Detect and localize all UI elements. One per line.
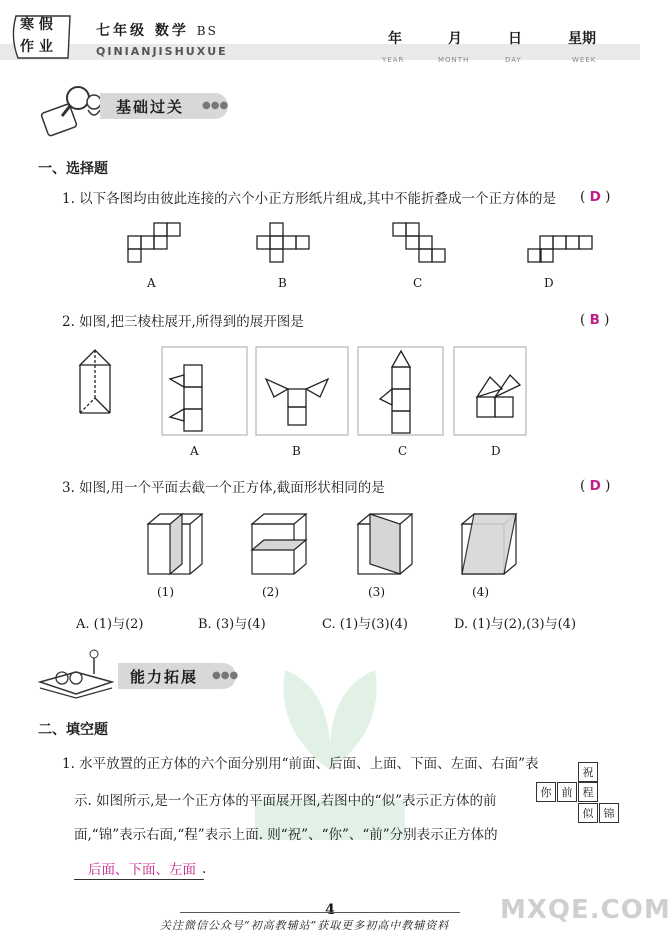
q3-figure-label-1: (1) bbox=[157, 585, 174, 599]
prism-net-c bbox=[380, 351, 410, 433]
net-figure-d bbox=[528, 236, 592, 262]
question-3-figures bbox=[140, 512, 520, 582]
date-month-label: 月 bbox=[448, 31, 462, 47]
question-1-figures bbox=[120, 222, 590, 266]
question-3-stem: 3. 如图,用一个平面去截一个正方体,截面形状相同的是 bbox=[62, 480, 385, 496]
page-number: 4 bbox=[325, 902, 335, 918]
cube-section-3 bbox=[358, 514, 412, 574]
edition-label: BS bbox=[196, 24, 218, 38]
book-title bbox=[96, 20, 218, 40]
net-cell-cheng: 程 bbox=[578, 782, 598, 802]
q3-choice-c: C. (1)与(3)(4) bbox=[322, 617, 408, 632]
q1-option-c: C bbox=[413, 276, 423, 290]
banner-extend-title: 能力拓展 bbox=[130, 668, 199, 686]
q1-option-d: D bbox=[544, 276, 554, 290]
prism-net-d bbox=[477, 375, 520, 417]
question-1-answer-letter: D bbox=[589, 189, 601, 205]
cube-section-1 bbox=[148, 514, 202, 574]
q2-option-a: A bbox=[190, 444, 199, 458]
people-icon: ●●● bbox=[202, 100, 229, 111]
fill-period: . bbox=[202, 861, 207, 877]
question-3-answer: ( D ) bbox=[580, 478, 611, 494]
date-year-label: 年 bbox=[388, 31, 402, 47]
q3-choice-d: D. (1)与(2),(3)与(4) bbox=[454, 617, 577, 632]
net-figure-c bbox=[393, 223, 445, 262]
date-year-en: YEAR bbox=[382, 56, 405, 64]
net-figure-a bbox=[128, 223, 180, 262]
q2-option-d: D bbox=[491, 444, 501, 458]
q3-choice-a: A. (1)与(2) bbox=[76, 617, 144, 632]
net-cell-zhu: 祝 bbox=[578, 762, 598, 782]
question-2-figures bbox=[70, 345, 540, 440]
q1-option-a: A bbox=[147, 276, 156, 290]
fill-answer: 后面、下面、左面 bbox=[74, 858, 204, 880]
cube-section-2 bbox=[252, 514, 306, 574]
q3-figure-label-3: (3) bbox=[368, 585, 385, 599]
section-fill-title: 二、填空题 bbox=[38, 722, 108, 738]
q3-figure-label-2: (2) bbox=[262, 585, 279, 599]
question-1-stem: 1. 以下各图均由彼此连接的六个小正方形纸片组成,其中不能折叠成一个正方体的是 bbox=[62, 191, 556, 207]
site-watermark: MXQE.COM bbox=[500, 895, 671, 925]
footer-text: 关注微信公众号“初高教辅站”获取更多初高中教辅资料 bbox=[160, 919, 450, 932]
fill-question-line-3: 面,“锦”表示右面,“程”表示上面. 则“祝”、“你”、“前”分别表示正方体的 bbox=[74, 827, 498, 843]
question-3-answer-letter: D bbox=[589, 478, 601, 494]
question-2-answer-letter: B bbox=[589, 312, 600, 328]
question-2-stem: 2. 如图,把三棱柱展开,所得到的展开图是 bbox=[62, 314, 304, 330]
cube-section-4 bbox=[462, 514, 516, 574]
date-day-label: 日 bbox=[508, 31, 522, 47]
fill-question-line-1: 1. 水平放置的正方体的六个面分别用“前面、后面、上面、下面、左面、右面”表 bbox=[62, 756, 539, 772]
banner-basic-title: 基础过关 bbox=[116, 98, 185, 116]
q2-option-c: C bbox=[398, 444, 408, 458]
net-cell-qian: 前 bbox=[557, 782, 577, 802]
q3-choice-b: B. (3)与(4) bbox=[198, 617, 266, 632]
book-title-text: 七年级 数学 bbox=[96, 23, 189, 39]
prism-net-b bbox=[266, 379, 328, 425]
net-cell-ni: 你 bbox=[536, 782, 556, 802]
badge-line2: 作 业 bbox=[20, 39, 53, 55]
net-cell-si: 似 bbox=[578, 803, 598, 823]
q1-option-b: B bbox=[278, 276, 287, 290]
magnifier-tablet-icon bbox=[36, 80, 108, 138]
date-week-en: WEEK bbox=[572, 56, 597, 64]
q3-figure-label-4: (4) bbox=[472, 585, 489, 599]
date-week-label: 星期 bbox=[568, 31, 596, 47]
q2-option-b: B bbox=[292, 444, 301, 458]
question-1-answer: ( D ) bbox=[580, 189, 611, 205]
question-2-answer: ( B ) bbox=[580, 312, 610, 328]
footer-rule bbox=[180, 912, 460, 913]
prism-net-a bbox=[170, 365, 202, 431]
book-pinyin: QINIANJISHUXUE bbox=[96, 45, 228, 58]
books-glasses-icon bbox=[36, 648, 116, 700]
badge-line1: 寒 假 bbox=[20, 17, 53, 33]
date-day-en: DAY bbox=[505, 56, 522, 64]
people-icon-2: ●●● bbox=[212, 670, 239, 681]
triangular-prism-figure bbox=[80, 350, 110, 413]
net-cell-jin: 锦 bbox=[599, 803, 619, 823]
fill-question-line-2: 示. 如图所示,是一个正方体的平面展开图,若图中的“似”表示正方体的前 bbox=[74, 793, 497, 809]
section-choice-title: 一、选择题 bbox=[38, 161, 108, 177]
date-month-en: MONTH bbox=[438, 56, 470, 64]
net-figure-b bbox=[257, 223, 309, 262]
